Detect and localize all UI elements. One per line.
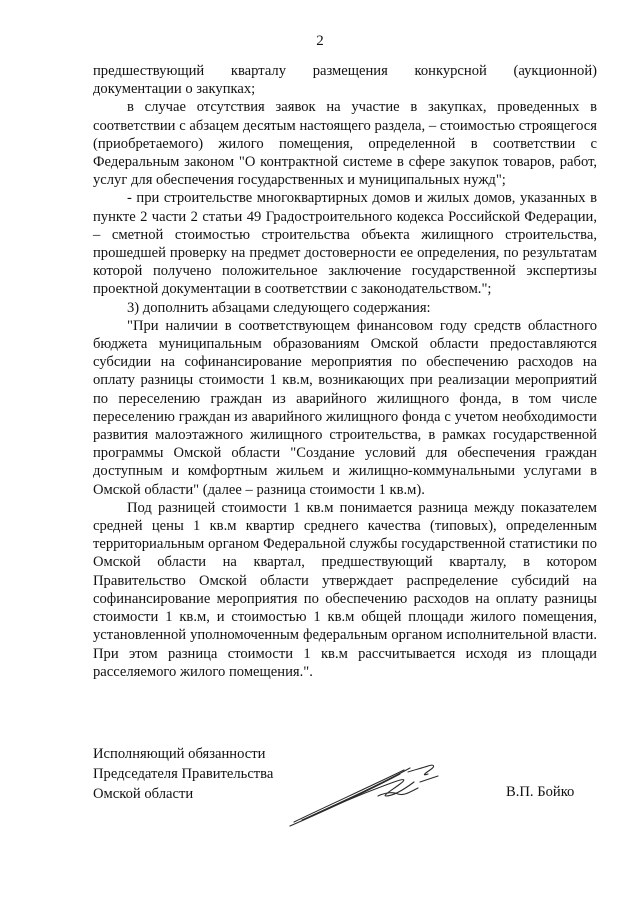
paragraph-1: предшествующий кварталу размещения конкурсной (аукционной) документации о закупках; [93, 63, 597, 98]
paragraph-2: в случае отсутствия заявок на участие в закупках, проведенных в соответствии с абзацем десятым настоящего раздела, – стоимостью строящегося (приобретаемого) жилого помещения, определенной в соответствии с Федеральным законом "О контрактной системе в сфере закупок товаров, работ, услуг для обеспечения государственных и муниципальных нужд"; [93, 99, 597, 189]
paragraph-3: - при строительстве многоквартирных домов и жилых домов, указанных в пункте 2 части 2 статьи 49 Градостроительного кодекса Российской Федерации, – сметной стоимостью строительства объекта жилищного строительства, прошедшей проверку на предмет достоверности ее определения, по результатам которой получено положительное заключение государственной экспертизы проектной документации в соответствии с законодательством."; [93, 190, 597, 298]
signatory-position [93, 744, 273, 804]
signatory-line-2: Председателя Правительства [93, 766, 274, 782]
signatory-line-1: Исполняющий обязанности [93, 746, 266, 762]
document-body [93, 62, 597, 681]
paragraph-6: Под разницей стоимости 1 кв.м понимается разница между показателем средней цены 1 кв.м квартир среднего качества (типовых), определенным территориальным органом Федеральной службы государственной статистики по Омской области на квартал, предшествующий кварталу, в котором Правительство Омской области утверждает распределение субсидий на софинансирование мероприятия по обеспечению расходов на оплату разницы стоимости 1 кв.м, и стоимостью 1 кв.м общей площади жилого помещения, установленной уполномоченным федеральным органом исполнительной власти. При этом разница стоимости 1 кв.м рассчитывается исходя из площади расселяемого жилого помещения.". [93, 499, 597, 680]
signatory-line-3: Омской области [93, 786, 194, 802]
paragraph-5: "При наличии в соответствующем финансовом году средств областного бюджета муниципальным образованиям Омской области предоставляются субсидии на софинансирование мероприятия по обеспечению расходов на оплату разницы стоимости 1 кв.м, возникающих при реализации мероприятий по переселению граждан из аварийного жилищного фонда, в том числе переселению граждан из аварийного жилищного фонда с учетом необходимости развития малоэтажного жилищного строительства, в рамках государственной программы Омской области "Создание условий для обеспечения граждан доступным и комфортным жильем и жилищно-коммунальными услугами в Омской области" (далее – разница стоимости 1 кв.м). [93, 317, 597, 498]
page-number: 2 [316, 33, 324, 49]
paragraph-4: 3) дополнить абзацами следующего содержания: [127, 299, 431, 316]
handwritten-signature [282, 752, 442, 832]
signatory-name: В.П. Бойко [506, 784, 575, 800]
